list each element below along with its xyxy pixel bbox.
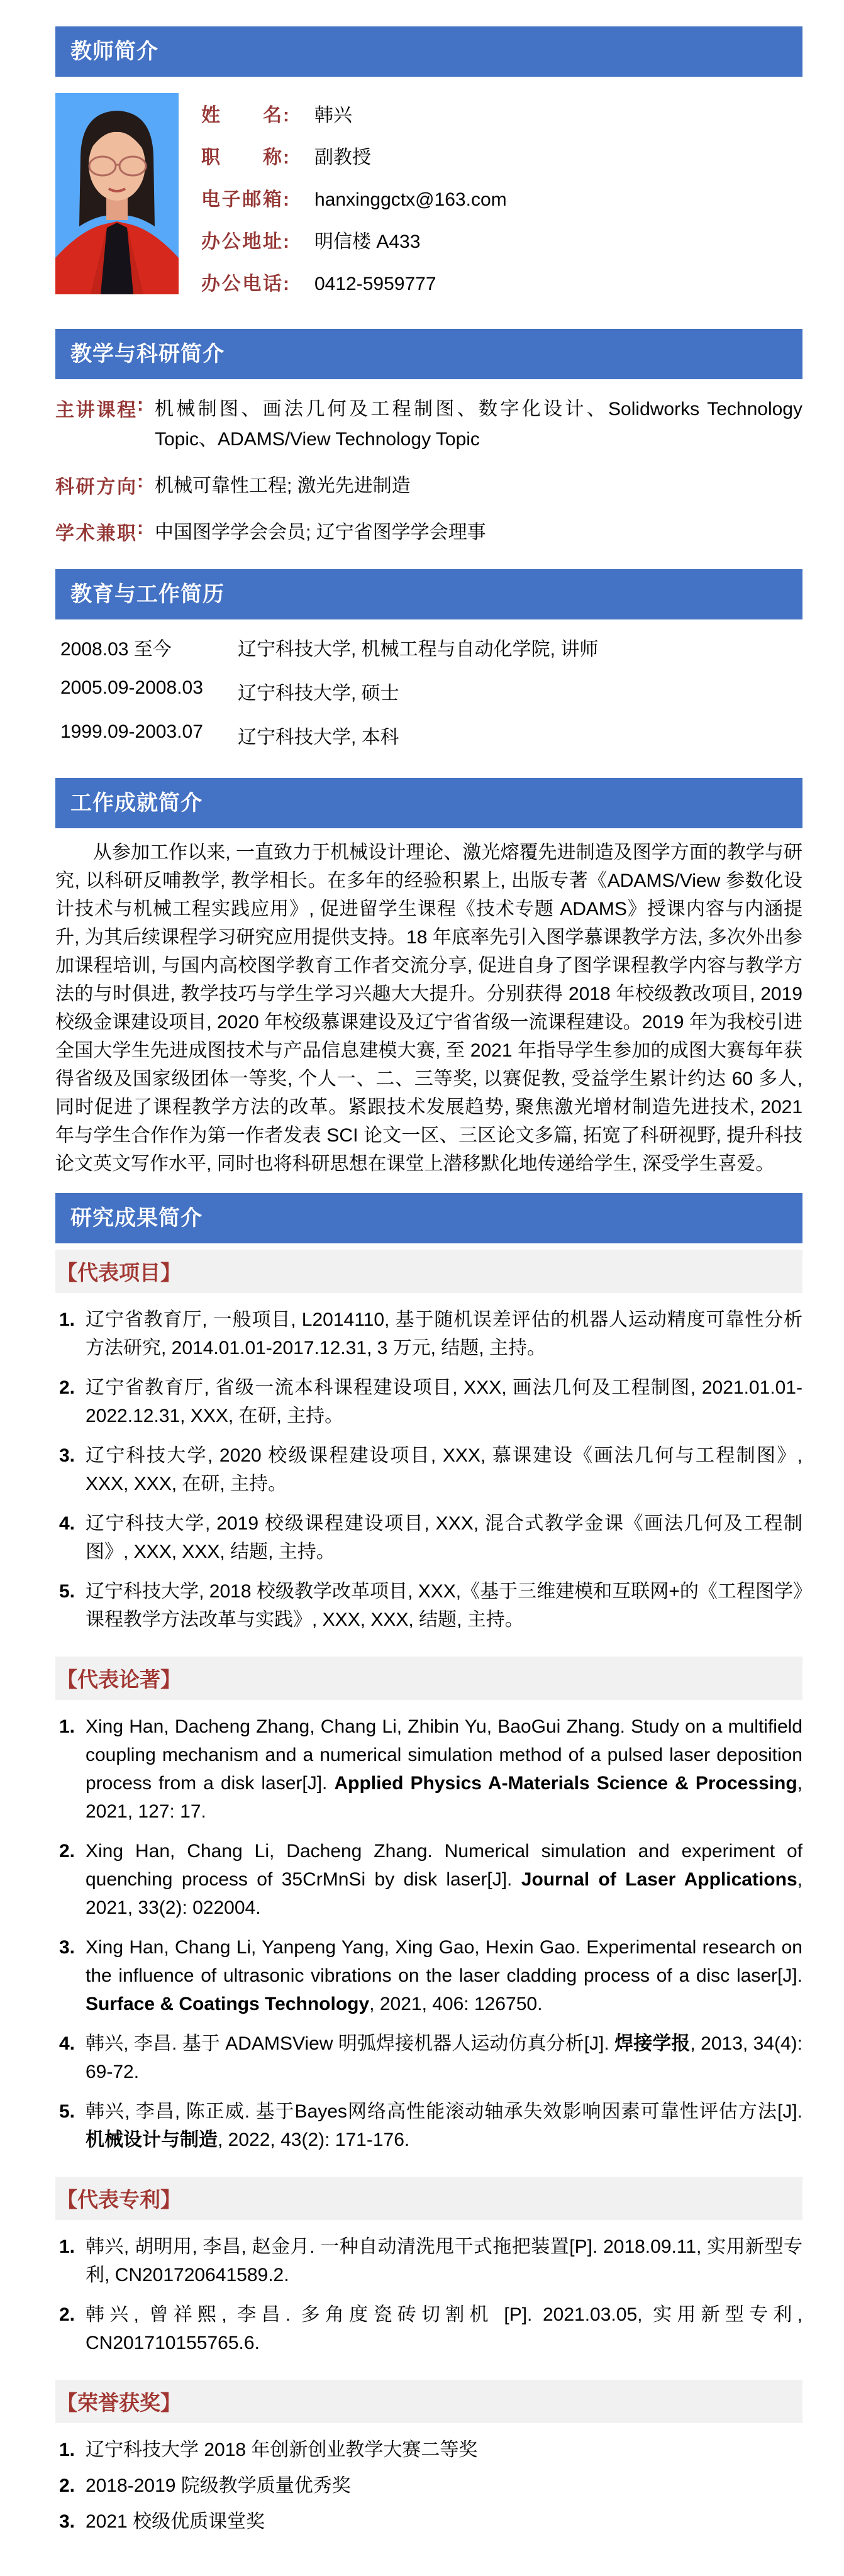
publication-text <box>86 1837 802 1922</box>
journal-name: Surface & Coatings Technology <box>86 1994 370 2014</box>
publication-citation: Xing Han, Chang Li, Dacheng Zhang. Numerical simulation and experiment of quenching process of 35CrMnSi by disk laser[J]. <box>86 1841 802 1890</box>
project-text: 辽宁省教育厅, 省级一流本科课程建设项目, XXX, 画法几何及工程制图, 2021.01.01-2022.12.31, XXX, 在研, 主持。 <box>86 1377 802 1426</box>
subhead-projects: 【代表项目】 <box>55 1250 802 1293</box>
project-item <box>55 1577 802 1634</box>
academic-posts-value: 中国图学学会会员; 辽宁省图学学会理事 <box>155 522 486 543</box>
academic-posts-label: 学术兼职 <box>55 523 136 544</box>
education-row <box>60 633 802 661</box>
subhead-publications: 【代表论著】 <box>55 1657 802 1700</box>
publication-text <box>86 2097 802 2154</box>
publication-issue: , 2021, 33(2): 022004. <box>86 1869 802 1918</box>
achievement-paragraph: 从参加工作以来, 一直致力于机械设计理论、激光熔覆先进制造及图学方面的教学与研究, 以科研反哺教学, 教学相长。在多年的经验积累上, 出版专著《ADAMS/View 参数化设计技术与机械工程实践应用》, 促进留学生课程《技术专题 ADAMS》授课内容与内涵提升, 为其后续课程学习研究应用提供支持。18 年底率先引入图学慕课教学方法, 多次外出参加课程培训, 与国内高校图学教育工作者交流分享, 促进自身了图学课程教学内容与教学方法的与时俱进, 教学技巧与学生学习兴趣大大提升。分别获得 2018 年校级教改项目, 2019 校级金课建设项目, 2020 年校级慕课建设及辽宁省省级一流课程建设。2019 年为我校引进全国大学生先进成图技术与产品信息建模大赛, 至 2021 年指导学生参加的成图大赛每年获得省级及国家级团体一等奖, 个人一、二、三等奖, 以赛促教, 受益学生累计约达 60 多人, 同时促进了课程教学方法的改革。紧跟技术发展趋势, 聚焦激光增材制造先进技术, 2021 年与学生合作作为第一作者发表 SCI 论文一区、三区论文多篇, 拓宽了科研视野, 提升科技论文英文写作水平, 同时也将科研思想在课堂上潜移默化地传递给学生, 深受学生喜爱。 <box>55 842 802 1174</box>
section-header-profile <box>55 26 802 77</box>
award-item <box>55 2436 802 2464</box>
item-number: 3. <box>59 1937 75 1958</box>
publication-text <box>86 1713 802 1826</box>
award-text: 2018-2019 院级教学质量优秀奖 <box>86 2475 351 2496</box>
field-name-label: 姓名 <box>201 105 282 126</box>
academic-posts-colon: : <box>137 518 143 538</box>
publication-citation: Xing Han, Chang Li, Yanpeng Yang, Xing Gao, Hexin Gao. Experimental research on the influence of ultrasonic vibrations on the laser cladding process of a disc laser[J]. <box>86 1937 802 1986</box>
publication-citation: 韩兴, 李昌. 基于 ADAMSView 明弧焊接机器人运动仿真分析[J]. <box>86 2033 615 2054</box>
project-text: 辽宁科技大学, 2020 校级课程建设项目, XXX, 慕课建设《画法几何与工程制图》, XXX, XXX, 在研, 主持。 <box>86 1445 802 1494</box>
subhead-patents: 【代表专利】 <box>55 2177 802 2220</box>
field-name-value: 韩兴 <box>314 105 352 126</box>
section-title: 教师简介 <box>70 40 158 64</box>
subhead-awards: 【荣誉获奖】 <box>55 2380 802 2423</box>
education-period: 2005.09-2008.03 <box>60 677 203 698</box>
field-office-phone <box>201 268 802 310</box>
education-detail: 辽宁科技大学, 本科 <box>238 727 399 748</box>
item-number: 4. <box>59 1513 75 1534</box>
item-number: 2. <box>59 2304 75 2325</box>
item-number: 2. <box>59 1377 75 1398</box>
field-email-value: hanxinggctx@163.com <box>314 189 507 210</box>
education-detail: 辽宁科技大学, 机械工程与自动化学院, 讲师 <box>238 639 599 660</box>
field-title-colon: : <box>283 147 289 168</box>
teaching-block <box>55 379 802 569</box>
section-header-teaching <box>55 329 802 379</box>
publication-issue: , 2021, 406: 126750. <box>369 1994 543 2014</box>
publication-issue: , 2022, 43(2): 171-176. <box>218 2129 410 2150</box>
section-title: 工作成就简介 <box>70 791 203 815</box>
award-item <box>55 2507 802 2536</box>
publication-item <box>55 1933 802 2018</box>
award-text: 辽宁科技大学 2018 年创新创业教学大赛二等奖 <box>86 2440 478 2460</box>
courses-label: 主讲课程 <box>55 400 136 421</box>
achievement-block <box>55 828 802 1193</box>
field-office-address-label: 办公地址 <box>201 231 282 252</box>
item-number: 3. <box>59 2511 75 2532</box>
education-row <box>60 721 802 749</box>
field-email-colon: : <box>283 189 289 210</box>
field-office-address-colon: : <box>283 231 289 252</box>
journal-name: Applied Physics A-Materials Science & Processing <box>334 1773 797 1794</box>
publication-item <box>55 1713 802 1826</box>
teaching-row-courses <box>55 394 802 455</box>
journal-name: 机械设计与制造 <box>86 2129 218 2150</box>
field-office-address <box>201 226 802 268</box>
item-number: 5. <box>59 2101 75 2122</box>
field-title <box>201 142 802 184</box>
courses-colon: : <box>137 394 143 415</box>
publication-item <box>55 1837 802 1922</box>
teaching-row-academic-posts <box>55 518 802 548</box>
section-header-research <box>55 1193 802 1243</box>
teacher-photo-illustration <box>55 93 179 294</box>
item-number: 1. <box>59 1309 75 1330</box>
project-item <box>55 1374 802 1430</box>
profile-fields <box>179 93 802 310</box>
field-office-address-value: 明信楼 A433 <box>314 231 421 252</box>
field-title-label: 职称 <box>201 147 282 168</box>
patent-text: 韩兴, 胡明用, 李昌, 赵金月. 一种自动清洗甩干式拖把装置[P]. 2018.09.11, 实用新型专利, CN201720641589.2. <box>86 2236 802 2285</box>
publication-citation: 韩兴, 李昌, 陈正威. 基于Bayes网络高性能滚动轴承失效影响因素可靠性评估方法[J]. <box>86 2101 802 2122</box>
field-office-phone-value: 0412-5959777 <box>314 274 436 294</box>
education-row <box>60 677 802 705</box>
field-email-label: 电子邮箱 <box>201 189 282 210</box>
item-number: 1. <box>59 2440 75 2460</box>
section-title: 教育与工作简历 <box>70 582 225 606</box>
field-name-colon: : <box>283 105 289 126</box>
publication-item <box>55 2097 802 2154</box>
item-number: 1. <box>59 1716 75 1737</box>
project-text: 辽宁科技大学, 2019 校级课程建设项目, XXX, 混合式教学金课《画法几何及工程制图》, XXX, XXX, 结题, 主持。 <box>86 1513 802 1562</box>
item-number: 4. <box>59 2033 75 2054</box>
education-period: 1999.09-2003.07 <box>60 721 203 742</box>
education-block <box>55 619 802 778</box>
patent-item <box>55 2301 802 2357</box>
item-number: 2. <box>59 2475 75 2496</box>
section-header-education <box>55 569 802 619</box>
section-title: 教学与科研简介 <box>70 342 225 366</box>
item-number: 5. <box>59 1581 75 1602</box>
field-office-phone-label: 办公电话 <box>201 274 282 294</box>
research-direction-value: 机械可靠性工程; 激光先进制造 <box>155 475 411 496</box>
field-name <box>201 99 802 142</box>
teacher-photo <box>55 93 179 294</box>
project-text: 辽宁省教育厅, 一般项目, L2014110, 基于随机误差评估的机器人运动精度可靠性分析方法研究, 2014.01.01-2017.12.31, 3 万元, 结题, 主持。 <box>86 1309 802 1358</box>
journal-name: Journal of Laser Applications <box>521 1869 797 1890</box>
teaching-row-research-direction <box>55 471 802 501</box>
profile-block <box>55 77 802 329</box>
projects-list <box>55 1303 802 1650</box>
publication-citation: Xing Han, Dacheng Zhang, Chang Li, Zhibin Yu, BaoGui Zhang. Study on a multifield coupling mechanism and a numerical simulation method of a pulsed laser deposition process from a disk laser[J]. <box>86 1716 802 1794</box>
section-title: 研究成果简介 <box>70 1206 203 1230</box>
patents-list <box>55 2230 802 2373</box>
publication-item <box>55 2029 802 2086</box>
field-email <box>201 184 802 226</box>
section-header-achievement <box>55 778 802 828</box>
publication-text <box>86 2029 802 2086</box>
patent-item <box>55 2233 802 2289</box>
journal-name: 焊接学报 <box>614 2033 691 2054</box>
research-direction-label: 科研方向 <box>55 477 136 497</box>
research-direction-colon: : <box>137 471 143 492</box>
item-number: 1. <box>59 2236 75 2257</box>
publication-text <box>86 1933 802 2018</box>
awards-list <box>55 2433 802 2548</box>
project-item <box>55 1306 802 1362</box>
item-number: 2. <box>59 1841 75 1862</box>
item-number: 3. <box>59 1445 75 1466</box>
field-office-phone-colon: : <box>283 274 289 294</box>
award-item <box>55 2472 802 2500</box>
publication-issue: , 2013, 34(4): 69-72. <box>86 2033 803 2082</box>
project-text: 辽宁科技大学, 2018 校级教学改革项目, XXX,《基于三维建模和互联网+的《工程图学》课程教学方法改革与实践》, XXX, XXX, 结题, 主持。 <box>86 1581 802 1630</box>
project-item <box>55 1509 802 1566</box>
publications-list <box>55 1710 802 2170</box>
award-text: 2021 校级优质课堂奖 <box>86 2511 265 2532</box>
education-period: 2008.03 至今 <box>60 639 172 660</box>
education-detail: 辽宁科技大学, 硕士 <box>238 683 399 704</box>
project-item <box>55 1441 802 1498</box>
patent-text: 韩兴, 曾祥熙, 李昌. 多角度瓷砖切割机 [P]. 2021.03.05, 实用新型专利, CN201710155765.6. <box>86 2304 802 2353</box>
field-title-value: 副教授 <box>314 147 371 168</box>
courses-value: 机械制图、画法几何及工程制图、数字化设计、Solidworks Technology Topic、ADAMS/View Technology Topic <box>155 399 802 450</box>
publication-issue: , 2021, 127: 17. <box>86 1773 802 1822</box>
